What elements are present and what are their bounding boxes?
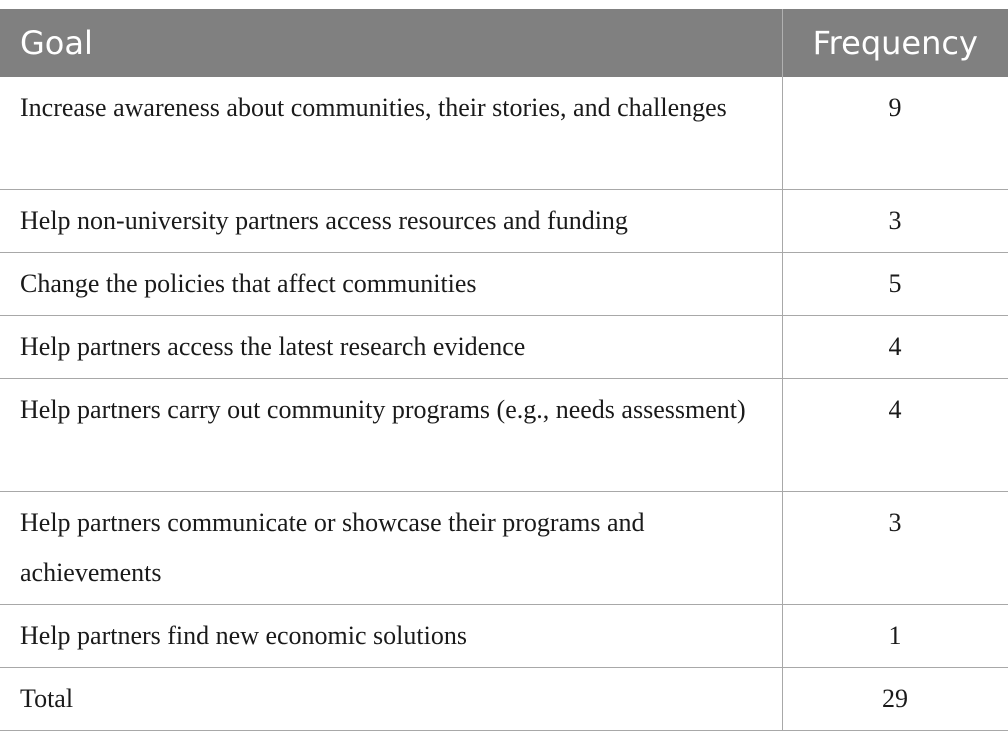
goal-cell: Help partners access the latest research evidence [0, 316, 782, 379]
total-label-cell: Total [0, 668, 782, 731]
frequency-cell: 3 [782, 190, 1008, 253]
header-row [0, 9, 1008, 77]
table-header [0, 9, 1008, 77]
table-row [0, 379, 1008, 492]
total-row [0, 668, 1008, 731]
frequency-cell: 5 [782, 253, 1008, 316]
goal-cell: Increase awareness about communities, their stories, and challenges [0, 77, 782, 190]
goals-table-container [0, 9, 1008, 731]
table-row [0, 605, 1008, 668]
frequency-cell: 4 [782, 379, 1008, 492]
table-row [0, 316, 1008, 379]
table-row [0, 77, 1008, 190]
frequency-column-header: Frequency [782, 9, 1008, 77]
table-row [0, 253, 1008, 316]
frequency-cell: 9 [782, 77, 1008, 190]
goal-cell: Help partners carry out community programs (e.g., needs assessment) [0, 379, 782, 492]
goal-cell: Help partners communicate or showcase their programs and achievements [0, 492, 782, 605]
table-row [0, 492, 1008, 605]
goal-cell: Help partners find new economic solutions [0, 605, 782, 668]
goal-cell: Change the policies that affect communities [0, 253, 782, 316]
frequency-cell: 3 [782, 492, 1008, 605]
goal-column-header: Goal [0, 9, 782, 77]
table-body [0, 77, 1008, 731]
goals-frequency-table [0, 9, 1008, 731]
total-frequency-cell: 29 [782, 668, 1008, 731]
frequency-cell: 1 [782, 605, 1008, 668]
frequency-cell: 4 [782, 316, 1008, 379]
table-row [0, 190, 1008, 253]
goal-cell: Help non-university partners access resources and funding [0, 190, 782, 253]
